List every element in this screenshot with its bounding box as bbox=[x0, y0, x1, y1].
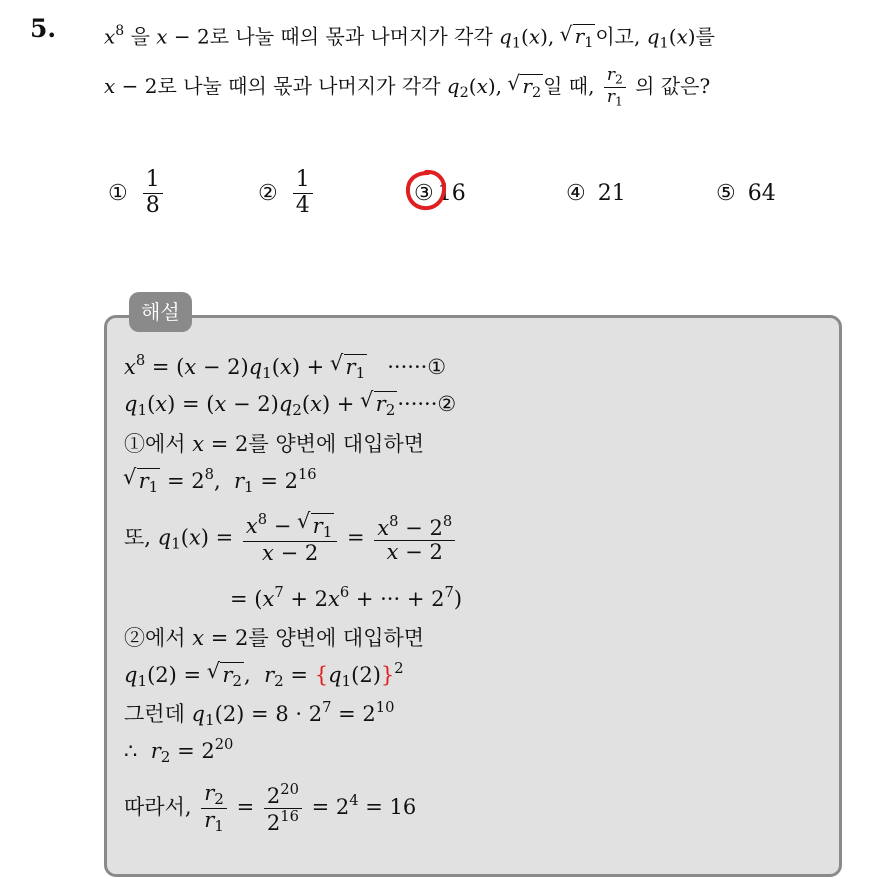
question-number: 5. bbox=[30, 14, 57, 43]
choice-mark: ② bbox=[258, 180, 278, 206]
solution-line-1: $x^8 = (x - 2)q_1(x)$ + √ $r_1$ ······① bbox=[124, 352, 446, 382]
question-stem-line-1: $x^8$ 을 x − 2로 나눌 때의 몫과 나머지가 각각 $q_1(x)$, √ $r_1$ 이고, $q_1(x)$를 bbox=[104, 13, 869, 61]
choice-5[interactable] bbox=[716, 160, 776, 226]
solution-line-11: 따라서, $\frac{r_2}{r_1}$ = $\frac{2^{20}}{2^{16}}$ = $2^4 = 16$ bbox=[124, 781, 417, 836]
solution-line-3: ①에서 x = 2를 양변에 대입하면 bbox=[124, 432, 425, 456]
choice-mark: ④ bbox=[566, 180, 586, 206]
choice-4[interactable] bbox=[566, 160, 626, 226]
choice-value: 64 bbox=[747, 180, 776, 206]
choice-1[interactable]: ① $\frac{1}{8}$ bbox=[108, 160, 166, 226]
solution-line-6: = ($x^7 + 2x^6$ + ··· + $2^7$) bbox=[230, 584, 463, 611]
solution-line-4: √ $r_1 = 2^8$, $r_1 = 2^{16}$ bbox=[124, 466, 317, 496]
solution-line-5: 또, $q_1(x)$ = $\frac{x^8 - √ r_1}{x - 2}$ = $\frac{x^8 - 2^8}{x - 2}$ bbox=[124, 512, 458, 566]
solution-line-2: $q_1(x) = (x - 2)q_2(x)$ + √ $r_2\cdot\cdot\cdot\cdot\cdot\cdot ②$ bbox=[124, 391, 456, 420]
solution-line-9: 그런데 $q_1(2) = 8 \cdot 2^7 = 2^{10}$ bbox=[124, 699, 395, 730]
solution-line-7: ②에서 x = 2를 양변에 대입하면 bbox=[124, 626, 425, 650]
solution-label: 해설 bbox=[129, 292, 192, 332]
question-stem-line-2: x − 2로 나눌 때의 몫과 나머지가 각각 $q_2(x)$, √ $r_2$ 일 때, $\frac{r_2}{r_1}$ 의 값은? bbox=[104, 66, 869, 111]
choice-2[interactable]: ② $\frac{1}{4}$ bbox=[258, 160, 316, 226]
solution-line-10: ∴ $r_2 = 2^{20}$ bbox=[124, 736, 234, 767]
solution-line-8: $q_1(2)$ = √ $r_2$, $r_2 = \{q_1(2)\}^2$ bbox=[124, 660, 404, 690]
choice-mark: ③ bbox=[414, 180, 434, 206]
choice-value: 16 bbox=[437, 180, 466, 206]
answer-circle-icon bbox=[404, 168, 448, 212]
answer-choices bbox=[108, 160, 848, 230]
choice-mark: ① bbox=[108, 180, 128, 206]
choice-mark: ⑤ bbox=[716, 180, 736, 206]
choice-value: 21 bbox=[597, 180, 626, 206]
